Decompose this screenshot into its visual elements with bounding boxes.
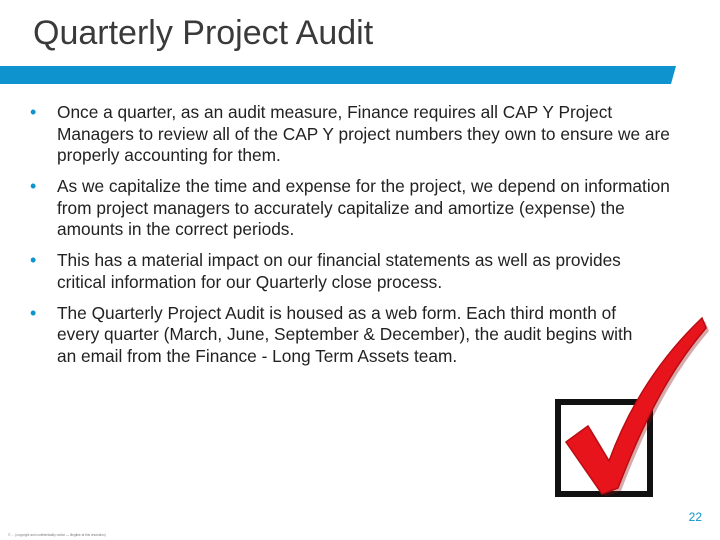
- bullet-dot-icon: •: [30, 302, 37, 323]
- bullet-text: The Quarterly Project Audit is housed as a web form. Each third month of every quarter (March, June, September & December), the audit begins with an email from the Finance - Long Term Assets team.: [57, 302, 633, 366]
- slide-title: Quarterly Project Audit: [33, 14, 374, 52]
- page-number: 22: [688, 510, 702, 524]
- red-checkmark-checkbox-icon: [552, 316, 710, 506]
- bullet-item: [30, 250, 670, 293]
- bullet-text: As we capitalize the time and expense for the project, we depend on information from project managers to accurately capitalize and amortize (expense) the amounts in the correct periods.: [57, 176, 670, 239]
- title-accent-bar: [0, 66, 720, 84]
- bullet-dot-icon: •: [30, 176, 37, 196]
- bullet-dot-icon: •: [30, 250, 37, 270]
- bullet-text: This has a material impact on our financial statements as well as provides critical information for our Quarterly close process.: [57, 250, 621, 292]
- bullet-item: [30, 176, 670, 241]
- footer-legal-text: © … (copyright and confidentiality notice — illegible at this resolution): [8, 533, 106, 537]
- bullet-item: [30, 102, 670, 167]
- bullet-text: Once a quarter, as an audit measure, Finance requires all CAP Y Project Managers to review all of the CAP Y project numbers they own to ensure we are properly accounting for them.: [57, 102, 670, 165]
- bullet-dot-icon: •: [30, 102, 37, 122]
